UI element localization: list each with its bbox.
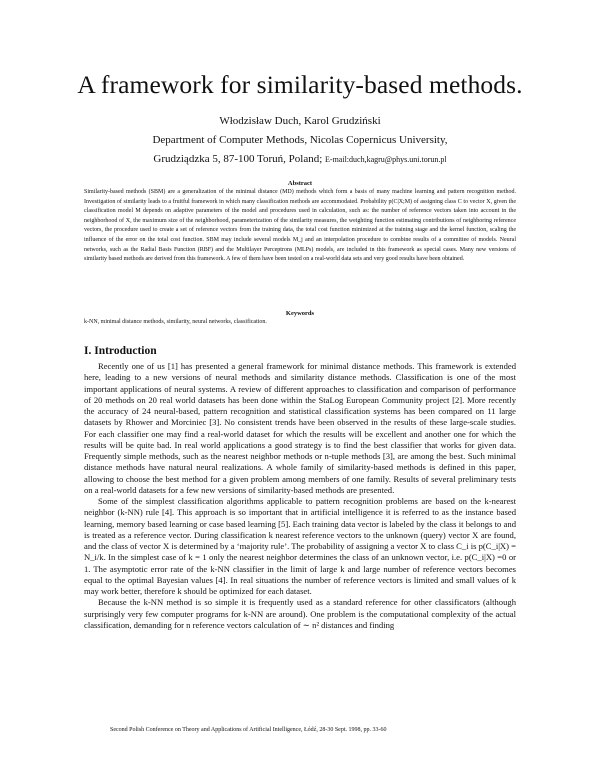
section-title-introduction: I. Introduction: [84, 345, 157, 357]
paragraph: Because the k-NN method is so simple it is frequently used as a standard reference for other classificators (although surprisingly very few computer programs for k-NN are around). One problem is the computational complexity of the actual classification, demanding for n reference vectors calculation of ∼ n² distances and finding: [84, 597, 516, 630]
keywords-text: k-NN, minimal distance methods, similarity, neural networks, classification.: [84, 319, 267, 325]
introduction-body: [84, 361, 516, 631]
author-address: [0, 152, 600, 167]
author-email: E-mail:duch,kagru@phys.uni.torun.pl: [325, 155, 447, 164]
paragraph: Recently one of us [1] has presented a general framework for minimal distance methods. This framework is extended here, leading to a new versions of neural methods and similarity distance methods. Classification is one of the most important applications of neural systems. A review of different approaches to classification and comparison of performance of 20 methods on 20 real world datasets has been done within the StaLog European Community project [2]. More recently the accuracy of 24 neural-based, pattern recognition and statistical classification systems has been compared on 11 large datasets by Rhower and Morciniec [3]. No consistent trends have been observed in the results of these large-scale studies. For each classifier one may find a real-world dataset for which the results will be excellent and another one for which the results will be quite bad. In real world applications a good strategy is to find the best classifier that works for given data. Frequently simple methods, such as the nearest neighbor methods or n-tuple methods [3], are among the best. Such minimal distance methods have natural neural realizations. A whole family of similarity-based methods is defined in this paper, allowing to choose the best method for a given problem among members of one family. Results of several preliminary tests on a real-world datasets for a few new versions of similarity-based methods are presented.: [84, 361, 516, 495]
abstract-text: Similarity-based methods (SBM) are a generalization of the minimal distance (MD) methods which form a basis of many machine learning and pattern recognition method. Investigation of similarity leads to a fruitful framework in which many classification methods are accommodated. Probability p(C|X;M) of assigning class C to vector X, given the classification model M depends on adaptive parameters of the model and procedures used in calculation, such as: the number of reference vectors taken into account in the neighborhood of X, the maximum size of the neighborhood, parameterization of the similarity measures, the weighting function estimating contributions of neighboring reference vectors, the procedure used to create a set of reference vectors from the training data, the total cost function minimized at the training stage and the kernel function, scaling the influence of the error on the total cost function. SBM may include several models M_j and an interpolation procedure to combine results of a committee of models. Neural networks, such as the Radial Basis Function (RBF) and the Multilayer Perceptrons (MLPs) models, are included in this framework as special cases. Many new versions of similarity based methods are derived from this framework. A few of them have been tested on a real-world data sets and very good results have been obtained.: [84, 189, 516, 263]
address-text: Grudziądzka 5, 87-100 Toruń, Poland;: [153, 153, 323, 165]
author-affiliation: Department of Computer Methods, Nicolas Copernicus University,: [152, 134, 448, 146]
paper-authors: Włodzisław Duch, Karol Grudziński: [219, 115, 381, 127]
keywords-heading: Keywords: [285, 310, 315, 317]
conference-footnote: Second Polish Conference on Theory and Applications of Artificial Intelligence, Łódź, 28-30 Sept. 1998, pp. 33-60: [110, 727, 387, 733]
paper-title: A framework for similarity-based methods.: [77, 70, 523, 99]
paragraph: Some of the simplest classification algorithms applicable to pattern recognition problems are based on the k-nearest neighbor (k-NN) rule [4]. This approach is so important that in artificial intelligence it is referred to as the instance based learning, memory based learning or case based learning [5]. Each training data vector is labeled by the class it belongs to and is treated as a reference vector. During classification k nearest reference vectors to the unknown (query) vector X are found, and the class of vector X is determined by a ‘majority rule’. The probability of assigning a vector X to class C_i is p(C_i|X) = N_i/k. In the simplest case of k = 1 only the nearest neighbor determines the class of an unknown vector, i.e. p(C_i|X) =0 or 1. The asymptotic error rate of the k-NN classifier in the limit of large k and large number of reference vectors becomes equal to the optimal Bayesian values [4]. In real situations the number of reference vectors is limited and small values of k may work better, therefore k should be optimized for each dataset.: [84, 496, 516, 596]
abstract-heading: Abstract: [287, 180, 313, 187]
